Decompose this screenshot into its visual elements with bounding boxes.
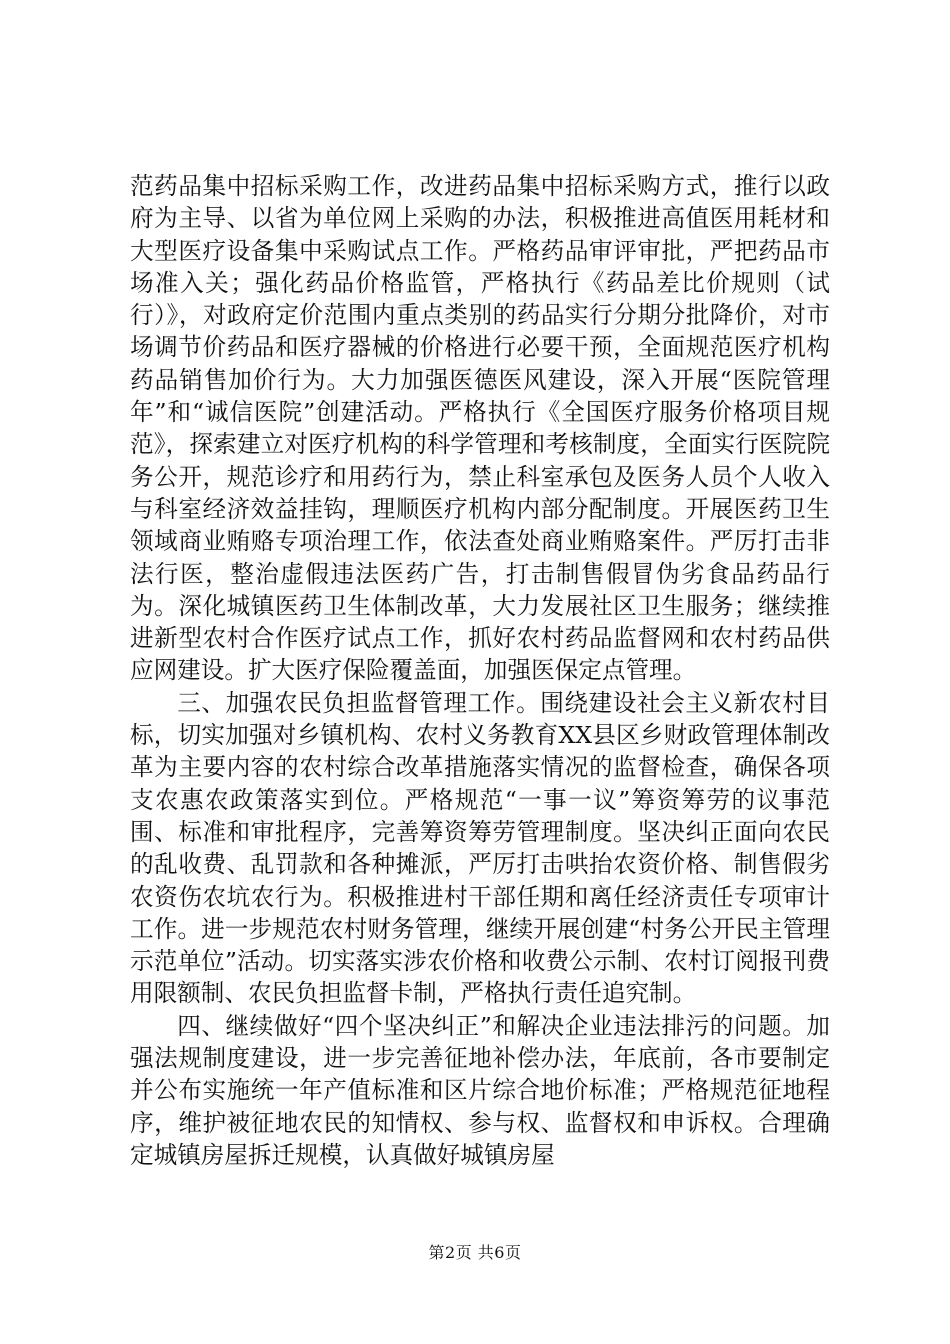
paragraph-continuation: 范药品集中招标采购工作，改进药品集中招标采购方式，推行以政府为主导、以省为单位网上采购的办法，积极推进高值医用耗材和大型医疗设备集中采购试点工作。严格药品审评审批，严把药品市场准入关；强化药品价格监管，严格执行《药品差比价规则（试行）》，对政府定价范围内重点类别的药品实行分期分批降价，对市场调节价药品和医疗器械的价格进行必要干预，全面规范医疗机构药品销售加价行为。大力加强医德医风建设，深入开展“医院管理年”和“诚信医院”创建活动。严格执行《全国医疗服务价格项目规范》，探索建立对医疗机构的科学管理和考核制度，全面实行医院院务公开，规范诊疗和用药行为，禁止科室承包及医务人员个人收入与科室经济效益挂钩，理顺医疗机构内部分配制度。开展医药卫生领域商业贿赂专项治理工作，依法查处商业贿赂案件。严厉打击非法行医，整治虚假违法医药广告，打击制售假冒伪劣食品药品行为。深化城镇医药卫生体制改革，大力发展社区卫生服务；继续推进新型农村合作医疗试点工作，抓好农村药品监督网和农村药品供应网建设。扩大医疗保险覆盖面，加强医保定点管理。 <box>130 172 830 685</box>
page-number-footer: 第2页 共6页 <box>428 1243 522 1262</box>
document-body <box>130 170 830 1171</box>
paragraph-section-three: 三、加强农民负担监督管理工作。围绕建设社会主义新农村目标，切实加强对乡镇机构、农村义务教育XX县区乡财政管理体制改革为主要内容的农村综合改革措施落实情况的监督检查，确保各项支农惠农政策落实到位。严格规范“一事一议”筹资筹劳的议事范围、标准和审批程序，完善筹资筹劳管理制度。坚决纠正面向农民的乱收费、乱罚款和各种摊派，严厉打击哄抬农资价格、制售假劣农资伤农坑农行为。积极推进村干部任期和离任经济责任专项审计工作。进一步规范农村财务管理，继续开展创建“村务公开民主管理示范单位”活动。切实落实涉农价格和收费公示制、农村订阅报刊费用限额制、农民负担监督卡制，严格执行责任追究制。 <box>130 688 830 1008</box>
paragraph-section-four: 四、继续做好“四个坚决纠正”和解决企业违法排污的问题。加强法规制度建设，进一步完善征地补偿办法，年底前，各市要制定并公布实施统一年产值标准和区片综合地价标准；严格规范征地程序，维护被征地农民的知情权、参与权、监督权和申诉权。合理确定城镇房屋拆迁规模，认真做好城镇房屋 <box>130 1011 830 1169</box>
